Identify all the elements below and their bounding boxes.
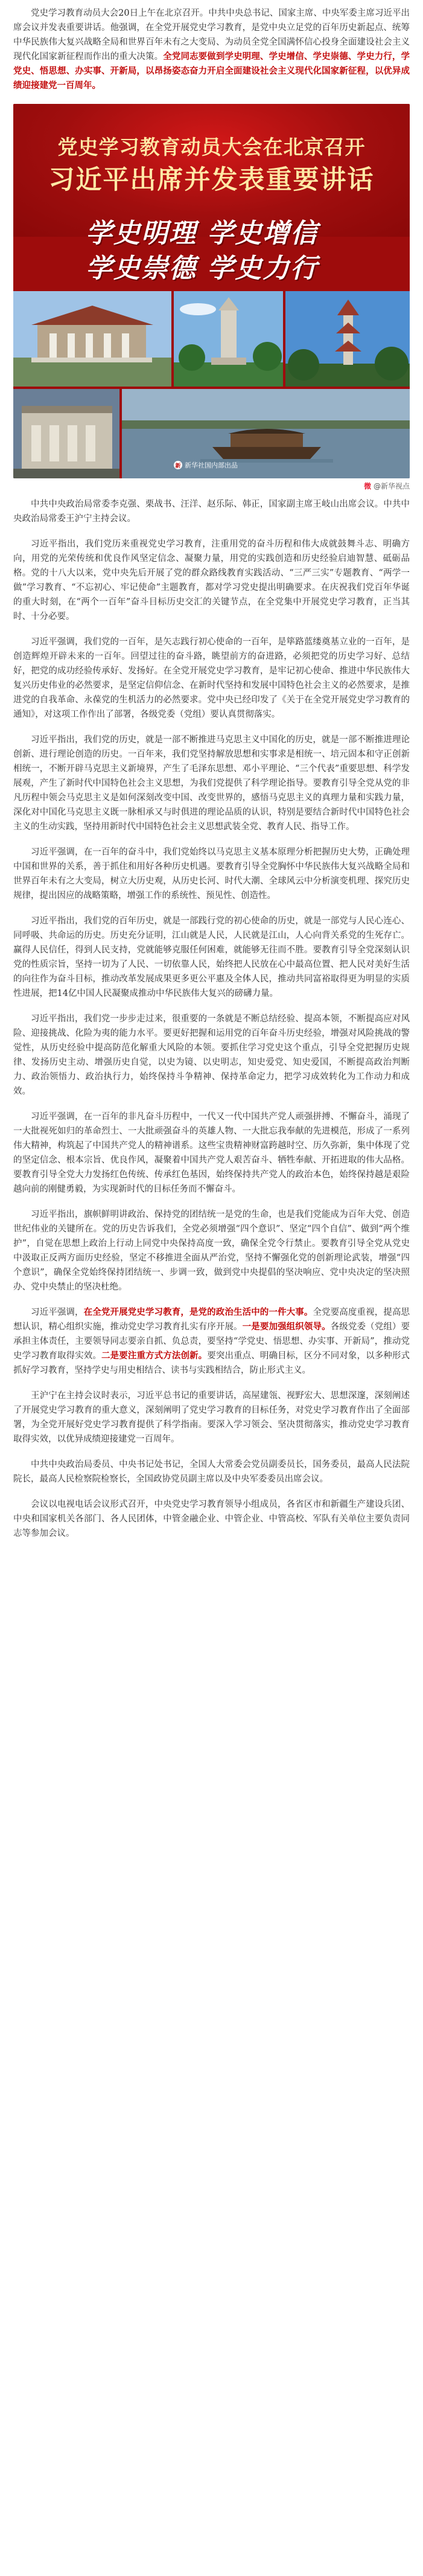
- intro-paragraph: [13, 6, 410, 93]
- photo-museum-building: [13, 389, 119, 478]
- poster-credit: [174, 460, 238, 470]
- poster-title-line2: 习近平出席并发表重要讲话: [48, 165, 375, 195]
- news-poster: [13, 104, 410, 478]
- highlight-segment: 在全党开展党史学习教育，是党的政治生活中的一件大事。: [83, 1307, 313, 1317]
- photo-memorial-hall: [13, 291, 171, 387]
- photo-red-boat-lake: [122, 389, 410, 478]
- paragraph: 中共中央政治局委员、中央书记处书记，全国人大常委会党员副委员长，国务委员，最高人民法院院长，最高人民检察院检察长，全国政协党员副主席以及中央军委委员出席会议。: [13, 1460, 410, 1484]
- paragraph-with-highlights: [13, 1305, 410, 1378]
- poster-title-line1: 党史学习教育动员大会在北京召开: [57, 135, 366, 159]
- intro-highlight: 全党同志要做到学史明理、学史增信、学史崇德、学史力行，学党史、悟思想、办实事、开新局，以昂扬姿态奋力开启全面建设社会主义现代化国家新征程，以优异成绩迎接建党一百周年。: [13, 51, 410, 91]
- paragraph: 习近平指出，我们党一步步走过来，很重要的一条就是不断总结经验、提高本领，不断提高应对风险、迎接挑战、化险为夷的能力水平。要更好把握和运用党的百年奋斗历史经验，增强对风险挑战的警觉性，从历史经验中提高防范化解重大风险的本领。要抓住学习党史这个重点，引导全党把握历史规律、发扬历史主动、增强历史自觉，以史为镜、以史明志，知史爱党、知史爱国，不断提高政治判断力、政治领悟力、政治执行力，始终保持斗争精神、保持革命定力，把学习成效转化为工作动力和成效。: [13, 1014, 410, 1096]
- paragraph: 会议以电视电话会议形式召开，中央党史学习教育领导小组成员，各省区市和新疆生产建设兵团、中央和国家机关各部门、各人民团体，中管金融企业、中管企业、中管高校、军队有关单位主要负责同志等参加会议。: [13, 1500, 410, 1538]
- paragraph: 习近平指出，我们党的历史，就是一部不断推进马克思主义中国化的历史，就是一部不断推进理论创新、进行理论创造的历史。一百年来，我们党坚持解放思想和实事求是相统一、培元固本和守正创新相统一，不断开辟马克思主义新境界，产生了毛泽东思想、邓小平理论、“三个代表”重要思想、科学发展观，产生了新时代中国特色社会主义思想，为我们党提供了科学理论指导。要教育引导全党从党的非凡历程中领会马克思主义是如何深刻改变中国、改变世界的，感悟马克思主义的真理力量和实践力量，深化对中国化马克思主义既一脉相承又与时俱进的理论品质的认识，特别是要结合新时代中国特色社会主义的生动实践，坚持用新时代中国特色社会主义思想武装全党、教育人民、指导工作。: [13, 735, 410, 832]
- poster-slogan-line1: 学史明理 学史增信: [86, 218, 319, 249]
- paragraph: 习近平强调，在一百年的非凡奋斗历程中，一代又一代中国共产党人顽强拼搏、不懈奋斗，涌现了一大批视死如归的革命烈士、一大批顽强奋斗的英雄人物、一大批忘我奉献的先进模范，形成了一系列伟大精神，构筑起了中国共产党人的精神谱系。这些宝贵精神财富跨越时空、历久弥新，集中体现了党的坚定信念、根本宗旨、优良作风，凝聚着中国共产党人艰苦奋斗、牺牲奉献、开拓进取的伟大品格。要教育引导全党大力发扬红色传统、传承红色基因，始终保持共产党人的政治本色，始终保持越是艰险越向前的刚健勇毅，为实现新时代的目标任务而不懈奋斗。: [13, 1112, 410, 1194]
- watermark-account: 新华视点: [380, 482, 410, 490]
- intro-text: 党史学习教育动员大会20日上午在北京召开。中共中央总书记、国家主席、中央军委主席习近平出席会议并发表重要讲话。他强调，在全党开展党史学习教育，是党中央立足党的百年历史新起点、统筹中华民族伟大复兴战略全局和世界百年未有之大变局、为动员全党全国满怀信心投身全面建设社会主义现代化国家新征程而作出的重大决策。: [13, 8, 410, 62]
- paragraph: 习近平指出，我们党的百年历史，就是一部践行党的初心使命的历史，就是一部党与人民心连心、同呼吸、共命运的历史。历史充分证明，江山就是人民，人民就是江山，人心向背关系党的生死存亡。赢得人民信任，得到人民支持，党就能够克服任何困难，就能够无往而不胜。要教育引导全党深刻认识党的性质宗旨，坚持一切为了人民、一切依靠人民，始终把人民放在心中最高位置、把人民对美好生活的向往作为奋斗目标，推动改革发展成果更多更公平惠及全体人民，推动共同富裕取得更为明显的实质性进展，把14亿中国人民凝聚成推动中华民族伟大复兴的磅礴力量。: [13, 916, 410, 998]
- paragraph: 习近平强调，我们党的一百年，是矢志践行初心使命的一百年，是筚路蓝缕奠基立业的一百年，是创造辉煌开辟未来的一百年。回望过往的奋斗路，眺望前方的奋进路，必须把党的历史学习好、总结好，把党的成功经验传承好、发扬好。在全党开展党史学习教育，是牢记初心使命、推进中华民族伟大复兴历史伟业的必然要求，是坚定信仰信念、在新时代坚持和发展中国特色社会主义的必然要求，是推进党的自我革命、永葆党的生机活力的必然要求。党中央已经印发了《关于在全党开展党史学习教育的通知》，对这项工作作出了部署，各级党委（党组）要认真贯彻落实。: [13, 637, 410, 719]
- text-segment: 习近平强调，: [31, 1308, 84, 1317]
- paragraph: 习近平指出，我们党历来重视党史学习教育，注重用党的奋斗历程和伟大成就鼓舞斗志、明确方向，用党的光荣传统和优良作风坚定信念、凝聚力量，用党的实践创造和历史经验启迪智慧、砥砺品格。党的十八大以来，党中央先后开展了党的群众路线教育实践活动、“三严三实”专题教育、“两学一做”学习教育、“不忘初心、牢记使命”主题教育，都对学习党史提出明确要求。在庆祝我们党百年华诞的重大时刻，在“两个一百年”奋斗目标历史交汇的关键节点，在全党集中开展党史学习教育，正当其时、十分必要。: [13, 539, 410, 622]
- poster-credit-text: 新华社国内部出品: [185, 461, 238, 469]
- photo-pagoda: [285, 291, 410, 387]
- xinhua-logo-icon: 新: [174, 461, 182, 469]
- watermark-prefix: @: [373, 482, 381, 490]
- text-segment: 各级党委（党组）要承担主体责任，主要领导同志要亲自抓、负总责，要坚持“学党史、悟思想、办实事、开新局”，推动党史学习教育取得实效。: [13, 1322, 410, 1361]
- paragraph: 习近平指出，旗帜鲜明讲政治、保持党的团结统一是党的生命，也是我们党能成为百年大党、创造世纪伟业的关键所在。党的历史告诉我们，全党必须增强“四个意识”、坚定“四个自信”、做到“两个维护”，自觉在思想上政治上行动上同党中央保持高度一致，确保全党令行禁止。要教育引导全党从党史中汲取正反两方面历史经验，坚定不移推进全面从严治党，坚持不懈强化党的创新理论武装，增强“四个意识”，确保全党始终保持团结统一、步调一致，做到党中央提倡的坚决响应、党中央决定的坚决照办、党中央禁止的坚决杜绝。: [13, 1210, 410, 1292]
- highlight-segment: 一是要加强组织领导。: [242, 1322, 331, 1332]
- weibo-watermark: [13, 481, 410, 491]
- paragraph: 王沪宁在主持会议时表示，习近平总书记的重要讲话，高屋建瓴、视野宏大、思想深邃，深刻阐述了开展党史学习教育的重大意义，深刻阐明了党史学习教育的目标任务，对党史学习教育作出了全面部署，为全党开展好党史学习教育提供了科学指南。要深入学习领会、坚决贯彻落实，推动党史学习教育取得实效，以优异成绩迎接建党一百周年。: [13, 1391, 410, 1444]
- paragraph: 中共中央政治局常委李克强、栗战书、汪洋、赵乐际、韩正，国家副主席王岐山出席会议。中共中央政治局常委王沪宁主持会议。: [13, 499, 410, 524]
- weibo-logo-icon: 微: [364, 482, 372, 490]
- photo-monument: [174, 291, 283, 387]
- highlight-segment: 二是要注重方式方法创新。: [101, 1351, 208, 1361]
- paragraph: 习近平强调，在一百年的奋斗中，我们党始终以马克思主义基本原理分析把握历史大势，正确处理中国和世界的关系，善于抓住和用好各种历史机遇。要教育引导全党胸怀中华民族伟大复兴战略全局和世界百年未有之大变局，树立大历史观，从历史长河、时代大潮、全球风云中分析演变机理、探究历史规律，提出因应的战略策略，增强工作的系统性、预见性、创造性。: [13, 847, 410, 901]
- poster-slogan-line2: 学史崇德 学史力行: [86, 253, 319, 284]
- article: [0, 6, 423, 1541]
- text-segment: 要突出重点、明确目标，区分不同对象，以多种形式抓好学习教育，坚持学史与用史相结合、读书与实践相结合，防止形式主义。: [13, 1351, 410, 1375]
- text-segment: 全党要高度重视，提高思想认识，精心组织实施，推动党史学习教育扎实有序开展。: [13, 1308, 410, 1332]
